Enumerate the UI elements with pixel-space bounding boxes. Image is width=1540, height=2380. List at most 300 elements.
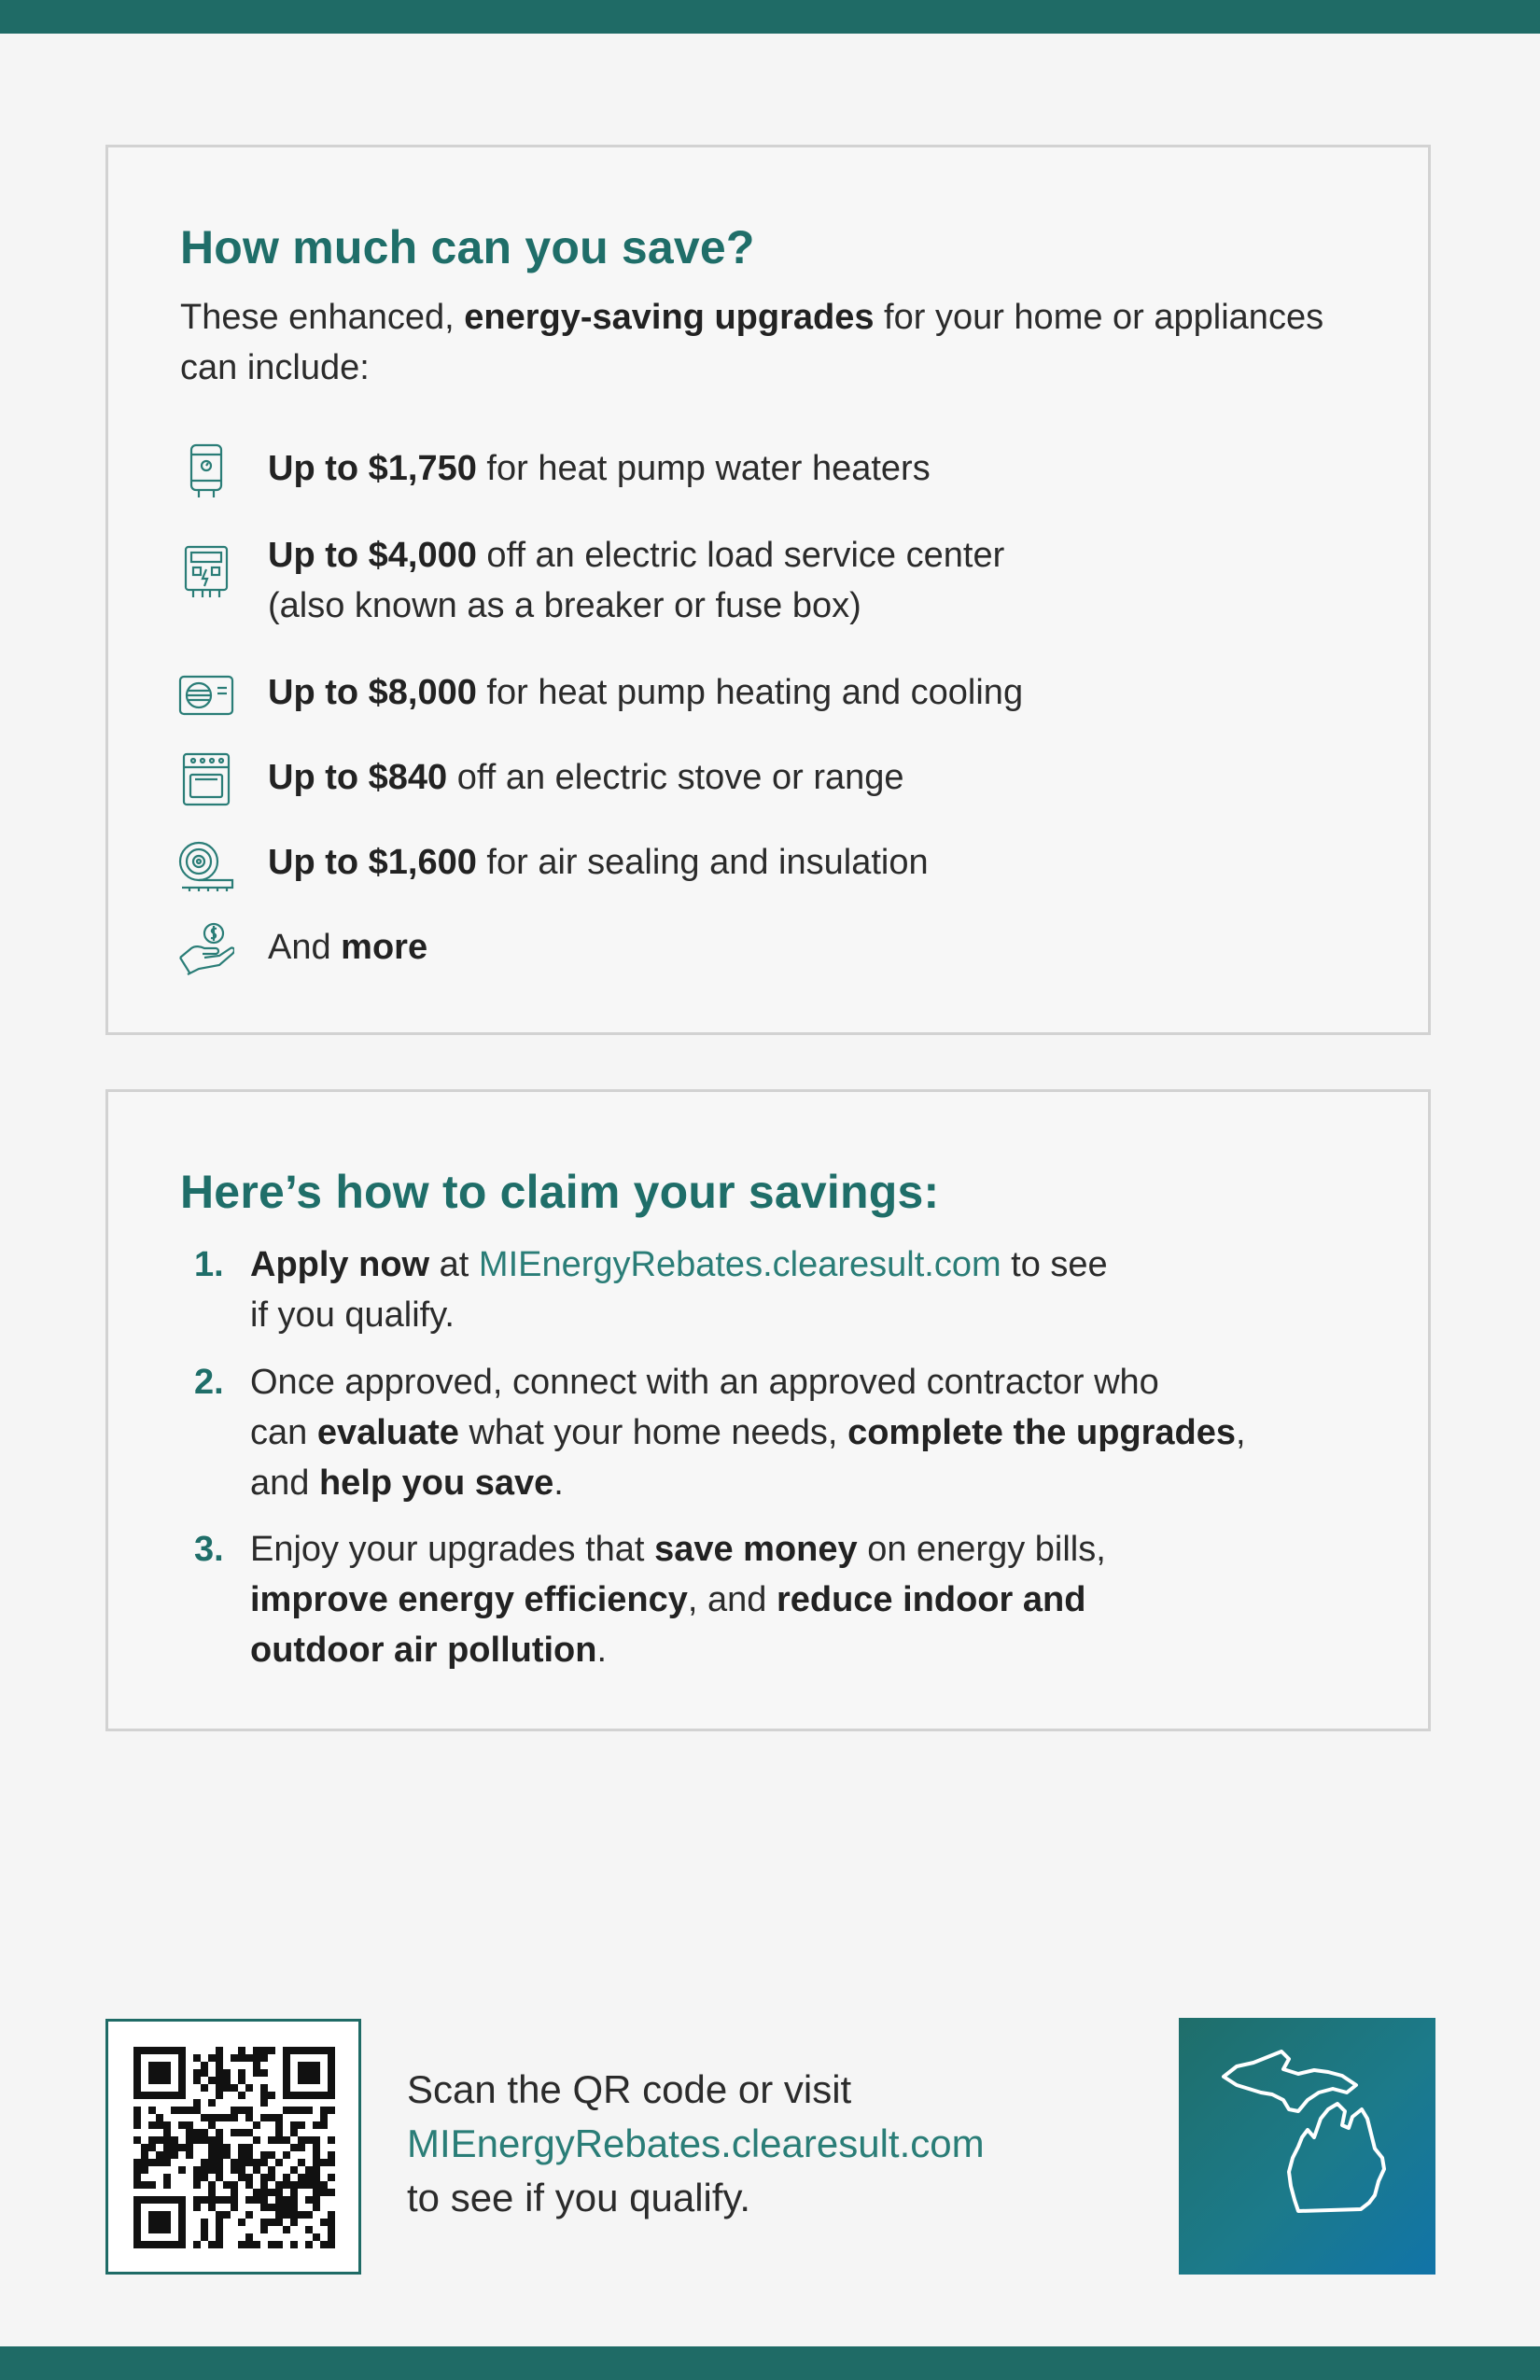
qr-module (328, 2219, 335, 2226)
qr-module (216, 2174, 223, 2181)
qr-module (223, 2211, 231, 2219)
claim-title: Here’s how to claim your savings: (180, 1166, 940, 1218)
qr-module (216, 2241, 223, 2248)
qr-module (216, 2092, 223, 2099)
qr-module (253, 2121, 260, 2129)
qr-module (193, 2054, 201, 2062)
qr-module (290, 2144, 298, 2151)
qr-module (313, 2196, 320, 2204)
qr-module (253, 2189, 260, 2196)
qr-module (216, 2196, 223, 2204)
qr-module (163, 2136, 171, 2144)
qr-module (283, 2107, 290, 2114)
hand-money-icon (178, 920, 234, 980)
qr-module (298, 2107, 305, 2114)
qr-module (245, 2084, 253, 2092)
qr-module (148, 2144, 156, 2151)
qr-module (216, 2233, 223, 2241)
qr-module (238, 2047, 245, 2054)
qr-module (133, 2166, 141, 2174)
qr-module (305, 2241, 313, 2248)
qr-module (216, 2129, 223, 2136)
qr-module (283, 2174, 290, 2181)
qr-module (216, 2219, 223, 2226)
qr-module (260, 2092, 268, 2099)
qr-module (133, 2174, 141, 2181)
qr-module (260, 2054, 268, 2062)
qr-module (223, 2151, 231, 2159)
qr-module (133, 2159, 141, 2166)
qr-module (290, 2211, 298, 2219)
qr-module (208, 2181, 216, 2189)
qr-module (328, 2174, 335, 2181)
qr-module (245, 2174, 253, 2181)
qr-module (156, 2121, 163, 2129)
qr-module (193, 2196, 201, 2204)
qr-module (313, 2189, 320, 2196)
qr-module (268, 2204, 275, 2211)
qr-module (223, 2077, 231, 2084)
qr-module (208, 2151, 216, 2159)
qr-module (253, 2196, 260, 2204)
insulation-roll-icon (178, 835, 234, 895)
qr-module (320, 2159, 328, 2166)
qr-module (260, 2047, 268, 2054)
qr-module (305, 2196, 313, 2204)
qr-module (320, 2189, 328, 2196)
qr-code[interactable] (105, 2019, 361, 2275)
qr-module (201, 2129, 208, 2136)
qr-module (238, 2166, 245, 2174)
qr-module (163, 2121, 171, 2129)
qr-module (193, 2181, 201, 2189)
qr-module (328, 2233, 335, 2241)
qr-module (275, 2129, 283, 2136)
qr-module (238, 2241, 245, 2248)
qr-call-to-action: Scan the QR code or visit MIEnergyRebates.clearesult.com to see if you qualify. (407, 2063, 1079, 2225)
qr-code-icon (133, 2047, 335, 2248)
qr-module (156, 2136, 163, 2144)
qr-module (186, 2151, 193, 2159)
qr-module (141, 2144, 148, 2151)
qr-module (253, 2062, 260, 2069)
qr-module (231, 2204, 238, 2211)
qr-module (186, 2107, 193, 2114)
qr-module (141, 2151, 148, 2159)
qr-module (231, 2084, 238, 2092)
qr-module (305, 2181, 313, 2189)
qr-module (208, 2204, 216, 2211)
qr-module (298, 2159, 305, 2166)
qr-module (305, 2211, 313, 2219)
top-accent-bar (0, 0, 1540, 34)
qr-module (260, 2196, 268, 2204)
qr-module (283, 2196, 290, 2204)
qr-module (275, 2136, 283, 2144)
qr-module (186, 2121, 193, 2129)
qr-module (178, 2121, 186, 2129)
qr-module (208, 2136, 216, 2144)
qr-module (223, 2181, 231, 2189)
qr-module (216, 2069, 223, 2077)
qr-module (260, 2219, 268, 2226)
qr-module (328, 2241, 335, 2248)
qr-module (275, 2159, 283, 2166)
savings-item-text: Up to $840 off an electric stove or range (268, 758, 904, 797)
qr-module (275, 2114, 283, 2121)
qr-module (171, 2144, 178, 2151)
qr-module (178, 2107, 186, 2114)
qr-module (231, 2054, 238, 2062)
qr-module (283, 2151, 290, 2159)
qr-module (223, 2069, 231, 2077)
qr-module (163, 2151, 171, 2159)
qr-module (216, 2047, 223, 2054)
qr-module (238, 2159, 245, 2166)
qr-module (163, 2144, 171, 2151)
qr-module (245, 2241, 253, 2248)
qr-module (290, 2219, 298, 2226)
qr-module (201, 2159, 208, 2166)
savings-item-text: Up to $1,600 for air sealing and insulation (268, 843, 929, 882)
qr-module (320, 2121, 328, 2129)
qr-module (208, 2241, 216, 2248)
qr-module (148, 2121, 156, 2129)
qr-module (201, 2166, 208, 2174)
savings-item-text: Up to $4,000 off an electric load service center (also known as a breaker or fuse box) (268, 536, 1005, 625)
qr-module (245, 2107, 253, 2114)
rebates-link[interactable]: MIEnergyRebates.clearesult.com (478, 1245, 1001, 1284)
qr-module (216, 2166, 223, 2174)
qr-module (313, 2181, 320, 2189)
qr-module (208, 2077, 216, 2084)
savings-item-text: Up to $8,000 for heat pump heating and cooling (268, 673, 1024, 712)
qr-module (313, 2121, 320, 2129)
qr-module (298, 2174, 305, 2181)
qr-module (141, 2159, 148, 2166)
qr-module (298, 2144, 305, 2151)
qr-module (328, 2159, 335, 2166)
qr-module (223, 2084, 231, 2092)
stove-icon (178, 750, 234, 810)
qr-module (320, 2107, 328, 2114)
qr-module (245, 2196, 253, 2204)
qr-module (290, 2181, 298, 2189)
qr-module (305, 2107, 313, 2114)
qr-module (171, 2136, 178, 2144)
qr-module (231, 2159, 238, 2166)
savings-item-text: And more (268, 928, 428, 967)
savings-item-text: Up to $1,750 for heat pump water heaters (268, 449, 931, 488)
qr-module (193, 2129, 201, 2136)
qr-module (223, 2144, 231, 2151)
qr-module (178, 2144, 186, 2151)
qr-module (201, 2219, 208, 2226)
qr-module (290, 2196, 298, 2204)
qr-module (275, 2219, 283, 2226)
qr-module (253, 2047, 260, 2054)
qr-module (193, 2069, 201, 2077)
qr-module (268, 2189, 275, 2196)
qr-module (275, 2211, 283, 2219)
qr-module (290, 2166, 298, 2174)
qr-module (313, 2159, 320, 2166)
qr-module (231, 2107, 238, 2114)
qr-module (193, 2241, 201, 2248)
qr-module (290, 2241, 298, 2248)
qr-module (193, 2099, 201, 2107)
qr-module (298, 2211, 305, 2219)
qr-module (313, 2233, 320, 2241)
qr-module (245, 2181, 253, 2189)
qr-module (253, 2166, 260, 2174)
qr-module (208, 2196, 216, 2204)
qr-module (328, 2189, 335, 2196)
qr-module (260, 2204, 268, 2211)
qr-module (171, 2107, 178, 2114)
qr-module (156, 2114, 163, 2121)
qr-module (245, 2054, 253, 2062)
qr-module (313, 2151, 320, 2159)
qr-module (163, 2181, 171, 2189)
qr-module (238, 2069, 245, 2077)
qr-module (283, 2181, 290, 2189)
qr-module (193, 2166, 201, 2174)
qr-module (253, 2159, 260, 2166)
qr-module (260, 2189, 268, 2196)
qr-module (193, 2174, 201, 2181)
qr-module (283, 2204, 290, 2211)
qr-module (238, 2077, 245, 2084)
qr-module (313, 2174, 320, 2181)
qr-module (238, 2129, 245, 2136)
qr-module (231, 2129, 238, 2136)
qr-module (223, 2196, 231, 2204)
qr-module (208, 2159, 216, 2166)
qr-module (238, 2219, 245, 2226)
qr-module (201, 2196, 208, 2204)
qr-module (163, 2174, 171, 2181)
qr-module (216, 2136, 223, 2144)
qr-module (186, 2144, 193, 2151)
qr-module (148, 2159, 156, 2166)
qr-module (245, 2233, 253, 2241)
qr-module (201, 2062, 208, 2069)
qr-module (133, 2121, 141, 2129)
qr-module (320, 2241, 328, 2248)
qr-module (186, 2136, 193, 2144)
qr-module (141, 2181, 148, 2189)
qr-module (223, 2114, 231, 2121)
claim-card: Here’s how to claim your savings: 1. Apply now at MIEnergyRebates.clearesult.com to see if you qualify. 2. Once approved, connect with an approved contractor who can evaluate what your home needs, complete the upgrades, and help you save. 3. Enjoy your upgrades that save money on energy bills, improve energy efficiency, and reduce indoor and outdoor air pollution. (105, 1089, 1431, 1731)
qr-module (320, 2114, 328, 2121)
breaker-box-icon (178, 541, 234, 601)
qr-module (260, 2084, 268, 2092)
qr-module (201, 2233, 208, 2241)
qr-module (260, 2226, 268, 2233)
savings-card (105, 145, 1431, 1035)
qr-module (290, 2189, 298, 2196)
qr-module (260, 2099, 268, 2107)
footer-rebates-link[interactable]: MIEnergyRebates.clearesult.com (407, 2121, 985, 2165)
qr-module (253, 2054, 260, 2062)
qr-module (208, 2121, 216, 2129)
qr-module (298, 2181, 305, 2189)
qr-module (253, 2136, 260, 2144)
qr-module (231, 2114, 238, 2121)
qr-module (216, 2151, 223, 2159)
qr-module (275, 2181, 283, 2189)
qr-module (216, 2084, 223, 2092)
qr-module (216, 2226, 223, 2233)
qr-module (268, 2174, 275, 2181)
qr-module (148, 2136, 156, 2144)
qr-module (290, 2121, 298, 2129)
qr-module (260, 2151, 268, 2159)
qr-module (201, 2136, 208, 2144)
qr-module (231, 2181, 238, 2189)
qr-module (238, 2174, 245, 2181)
qr-module (231, 2196, 238, 2204)
qr-module (216, 2054, 223, 2062)
qr-module (238, 2054, 245, 2062)
qr-module (328, 2151, 335, 2159)
qr-module (320, 2181, 328, 2189)
qr-module (260, 2069, 268, 2077)
heat-pump-icon (178, 665, 234, 725)
qr-module (283, 2226, 290, 2233)
qr-module (275, 2189, 283, 2196)
qr-module (268, 2136, 275, 2144)
qr-module (171, 2151, 178, 2159)
qr-module (201, 2174, 208, 2181)
qr-module (313, 2204, 320, 2211)
qr-module (245, 2144, 253, 2151)
qr-module (268, 2114, 275, 2121)
qr-module (283, 2211, 290, 2219)
qr-module (133, 2114, 141, 2121)
qr-module (275, 2241, 283, 2248)
qr-module (245, 2114, 253, 2121)
qr-module (163, 2159, 171, 2166)
qr-module (216, 2211, 223, 2219)
qr-module (245, 2211, 253, 2219)
qr-module (133, 2181, 141, 2189)
qr-module (260, 2174, 268, 2181)
qr-module (208, 2054, 216, 2062)
qr-module (208, 2189, 216, 2196)
qr-module (245, 2159, 253, 2166)
qr-module (268, 2241, 275, 2248)
qr-module (201, 2084, 208, 2092)
qr-module (148, 2107, 156, 2114)
qr-module (141, 2166, 148, 2174)
qr-module (231, 2189, 238, 2196)
qr-module (328, 2136, 335, 2144)
qr-module (208, 2166, 216, 2174)
qr-module (178, 2166, 186, 2174)
qr-module (305, 2174, 313, 2181)
qr-module (193, 2077, 201, 2084)
qr-module (216, 2144, 223, 2151)
qr-module (328, 2226, 335, 2233)
qr-module (313, 2136, 320, 2144)
qr-module (156, 2159, 163, 2166)
water-heater-icon (178, 441, 234, 501)
qr-module (253, 2069, 260, 2077)
qr-module (208, 2144, 216, 2151)
qr-module (208, 2099, 216, 2107)
qr-module (260, 2181, 268, 2189)
qr-module (133, 2107, 141, 2114)
qr-module (290, 2107, 298, 2114)
qr-module (216, 2114, 223, 2121)
qr-module (216, 2159, 223, 2166)
qr-module (290, 2204, 298, 2211)
qr-module (305, 2226, 313, 2233)
qr-module (193, 2204, 201, 2211)
qr-module (305, 2136, 313, 2144)
qr-module (268, 2219, 275, 2226)
qr-module (260, 2114, 268, 2121)
qr-module (253, 2241, 260, 2248)
qr-module (290, 2129, 298, 2136)
qr-module (275, 2121, 283, 2129)
michigan-map-icon (1179, 2018, 1435, 2275)
qr-module (163, 2129, 171, 2136)
qr-module (231, 2166, 238, 2174)
qr-module (238, 2092, 245, 2099)
qr-module (268, 2047, 275, 2054)
qr-module (268, 2166, 275, 2174)
qr-module (148, 2181, 156, 2189)
qr-module (193, 2107, 201, 2114)
qr-module (313, 2144, 320, 2151)
savings-title: How much can you save? (180, 221, 755, 273)
qr-module (245, 2129, 253, 2136)
qr-module (268, 2092, 275, 2099)
qr-module (216, 2077, 223, 2084)
savings-intro: These enhanced, energy-saving upgrades for your home or appliances can include: (180, 298, 1324, 387)
qr-module (201, 2114, 208, 2121)
qr-module (156, 2151, 163, 2159)
qr-module (186, 2129, 193, 2136)
qr-module (245, 2151, 253, 2159)
qr-module (268, 2151, 275, 2159)
qr-module (208, 2114, 216, 2121)
qr-module (298, 2121, 305, 2129)
qr-module (275, 2196, 283, 2204)
qr-module (238, 2151, 245, 2159)
qr-module (193, 2136, 201, 2144)
qr-module (298, 2136, 305, 2144)
qr-module (283, 2136, 290, 2144)
qr-module (328, 2211, 335, 2219)
qr-module (238, 2144, 245, 2151)
qr-module (320, 2219, 328, 2226)
michigan-logo-tile (1179, 2018, 1435, 2275)
qr-module (201, 2069, 208, 2077)
qr-module (313, 2166, 320, 2174)
qr-module (133, 2136, 141, 2144)
qr-module (305, 2166, 313, 2174)
qr-module (328, 2107, 335, 2114)
bottom-accent-bar (0, 2346, 1540, 2380)
qr-module (201, 2226, 208, 2233)
qr-module (275, 2204, 283, 2211)
qr-module (216, 2062, 223, 2069)
qr-module (260, 2159, 268, 2166)
